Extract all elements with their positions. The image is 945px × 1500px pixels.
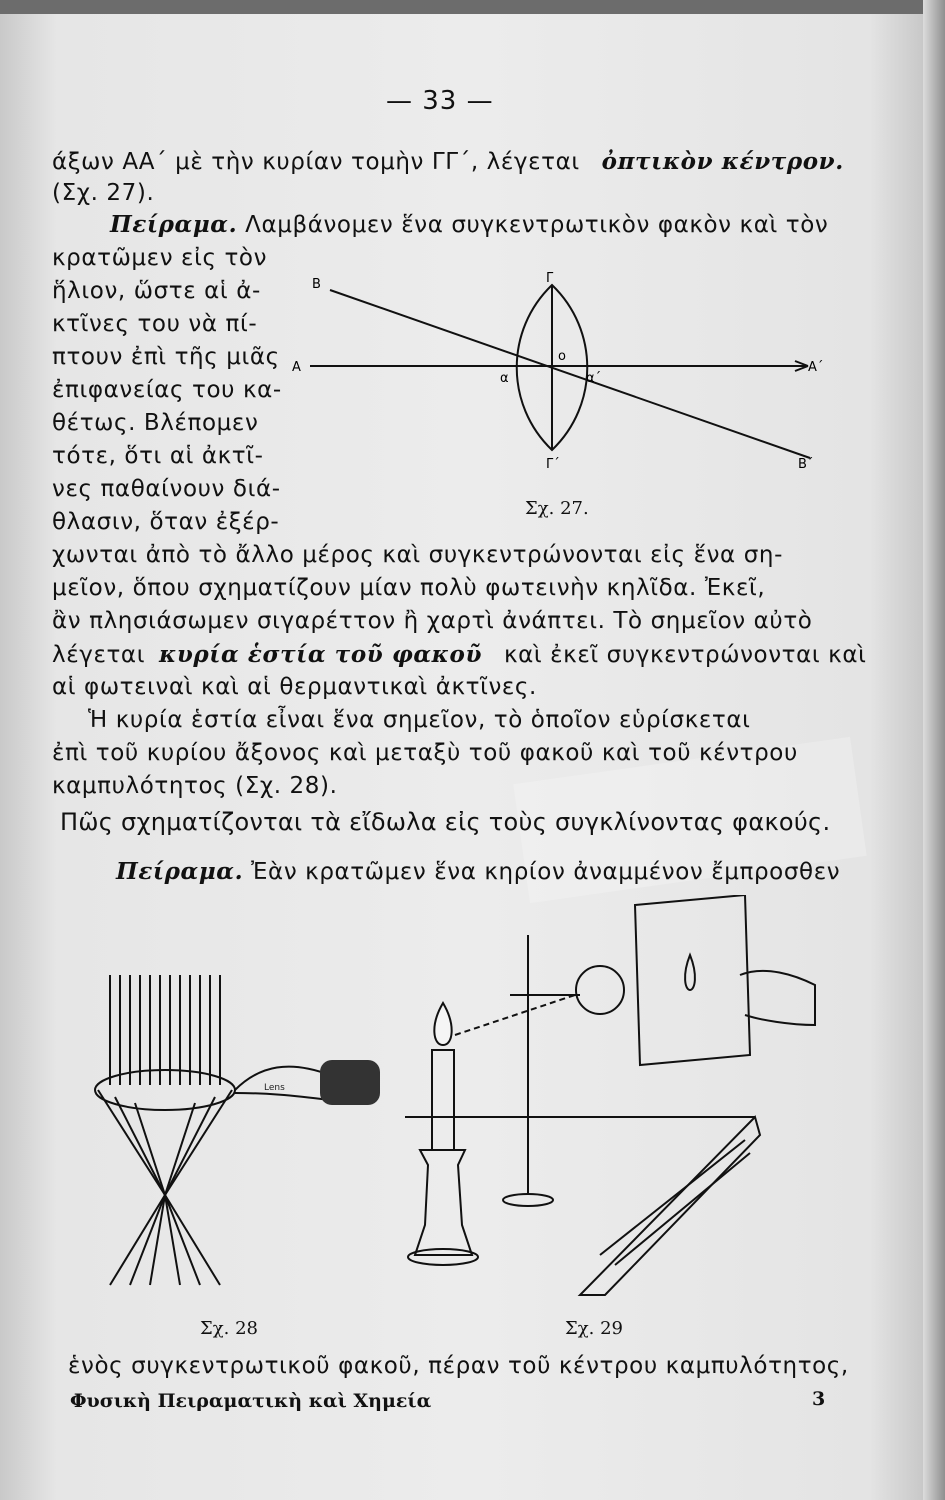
lens-label: Lens [264, 1083, 285, 1093]
text-line-13: χωνται ἀπὸ τὸ ἄλλο μέρος καὶ συγκεντρώνονται εἰς ἕνα ση- [52, 542, 783, 568]
text-line-5: ἥλιον, ὥστε αἱ ἀ- [52, 278, 261, 304]
page-number: — 33 — [386, 86, 494, 116]
term-principal-focus: κυρία ἑστία τοῦ φακοῦ [159, 641, 483, 668]
text-line-7: πτουν ἐπὶ τῆς μιᾶς [52, 344, 280, 370]
label-B: Β [312, 277, 321, 292]
stand-base [503, 1194, 553, 1206]
text-line-17: αἱ φωτειναὶ καὶ αἱ θερμαντικαὶ ἀκτῖνες. [52, 674, 537, 700]
text-line-2: (Σχ. 27). [52, 180, 155, 206]
lens-sphere [576, 966, 624, 1014]
text-line-4: κρατῶμεν εἰς τὸν [52, 245, 268, 271]
label-a: α [500, 371, 509, 386]
text-line-11: νες παθαίνουν διά- [52, 476, 281, 502]
projection-screen [635, 895, 750, 1065]
text-line-18: Ἡ κυρία ἑστία εἶναι ἕνα σημεῖον, τὸ ὁποῖον εὑρίσκεται [88, 707, 751, 733]
footer-book-title: Φυσικὴ Πειραματικὴ καὶ Χημεία [70, 1390, 432, 1412]
figure-27-lens-diagram [290, 270, 830, 530]
text-line-14: μεῖον, ὅπου σχηματίζουν μίαν πολὺ φωτεινὴν κηλῖδα. Ἐκεῖ, [52, 575, 766, 601]
text-line-1: άξων ΑΑ΄ μὲ τὴν κυρίαν τομὴν ΓΓ΄, λέγεται ὀπτικὸν κέντρον. [52, 148, 844, 175]
label-A: Α [292, 360, 301, 375]
footer-sheet-number: 3 [812, 1388, 826, 1410]
experiment-label: Πείραμα. [110, 211, 238, 238]
text-line-9: θέτως. Βλέπομεν [52, 410, 259, 436]
label-G: Γ [546, 271, 554, 286]
text-line-22: ἑνὸς συγκεντρωτικοῦ φακοῦ, πέραν τοῦ κέντρου καμπυλότητος, [68, 1353, 849, 1379]
candle-holder [415, 1150, 472, 1255]
text-line-20: καμπυλότητος (Σχ. 28). [52, 773, 338, 799]
page-edge-top [0, 0, 945, 14]
page-edge-right [923, 0, 945, 1500]
label-A2: Α΄ [808, 360, 824, 375]
term-optical-center: ὀπτικὸν κέντρον. [601, 148, 844, 175]
figure-29-caption: Σχ. 29 [565, 1318, 623, 1339]
label-O: ο [558, 349, 566, 364]
lens-ring [95, 1070, 235, 1110]
candle [432, 1050, 454, 1150]
table-top [580, 1117, 760, 1295]
text-line-19: ἐπὶ τοῦ κυρίου ἄξονος καὶ μεταξὺ τοῦ φακοῦ καὶ τοῦ κέντρου [52, 740, 798, 766]
experiment-label-2: Πείραμα. [116, 858, 244, 885]
hand-icon [320, 1060, 380, 1105]
text-line-15: ἂν πλησιάσωμεν σιγαρέττον ἢ χαρτὶ ἀνάπτει. Τὸ σημεῖον αὐτὸ [52, 608, 813, 634]
ray-b-to-b2 [330, 290, 810, 458]
figure-28-converging-lens [90, 965, 390, 1305]
text-line-8: ἐπιφανείας του κα- [52, 377, 282, 403]
section-heading: Πῶς σχηματίζονται τὰ εἴδωλα εἰς τοὺς συγκλίνοντας φακούς. [60, 808, 831, 836]
text-line-6: κτῖνες του νὰ πί- [52, 311, 258, 337]
label-G2: Γ΄ [546, 457, 560, 472]
hand-holding-screen [740, 971, 815, 1025]
text-line-16: λέγεται κυρία ἑστία τοῦ φακοῦ καὶ ἐκεῖ συγκεντρώνονται καὶ [52, 641, 867, 668]
text-line-3: Πείραμα. Λαμβάνομεν ἕνα συγκεντρωτικὸν φακὸν καὶ τὸν [110, 211, 829, 238]
figure-28-caption: Σχ. 28 [200, 1318, 258, 1339]
figure-27-caption: Σχ. 27. [525, 498, 589, 519]
text-line-21: Πείραμα. Ἐὰν κρατῶμεν ἕνα κηρίον ἀναμμένον ἔμπροσθεν [116, 858, 841, 885]
figure-29-candle-lens-screen [400, 895, 820, 1315]
candle-flame [434, 1003, 451, 1045]
inverted-flame-image [685, 955, 695, 990]
label-a2: α΄ [586, 371, 602, 386]
text-line-10: τότε, ὅτι αἱ ἀκτῖ- [52, 443, 264, 469]
label-B2: Β΄ [798, 457, 814, 472]
text-line-12: θλασιν, ὅταν ἐξέρ- [52, 509, 280, 535]
